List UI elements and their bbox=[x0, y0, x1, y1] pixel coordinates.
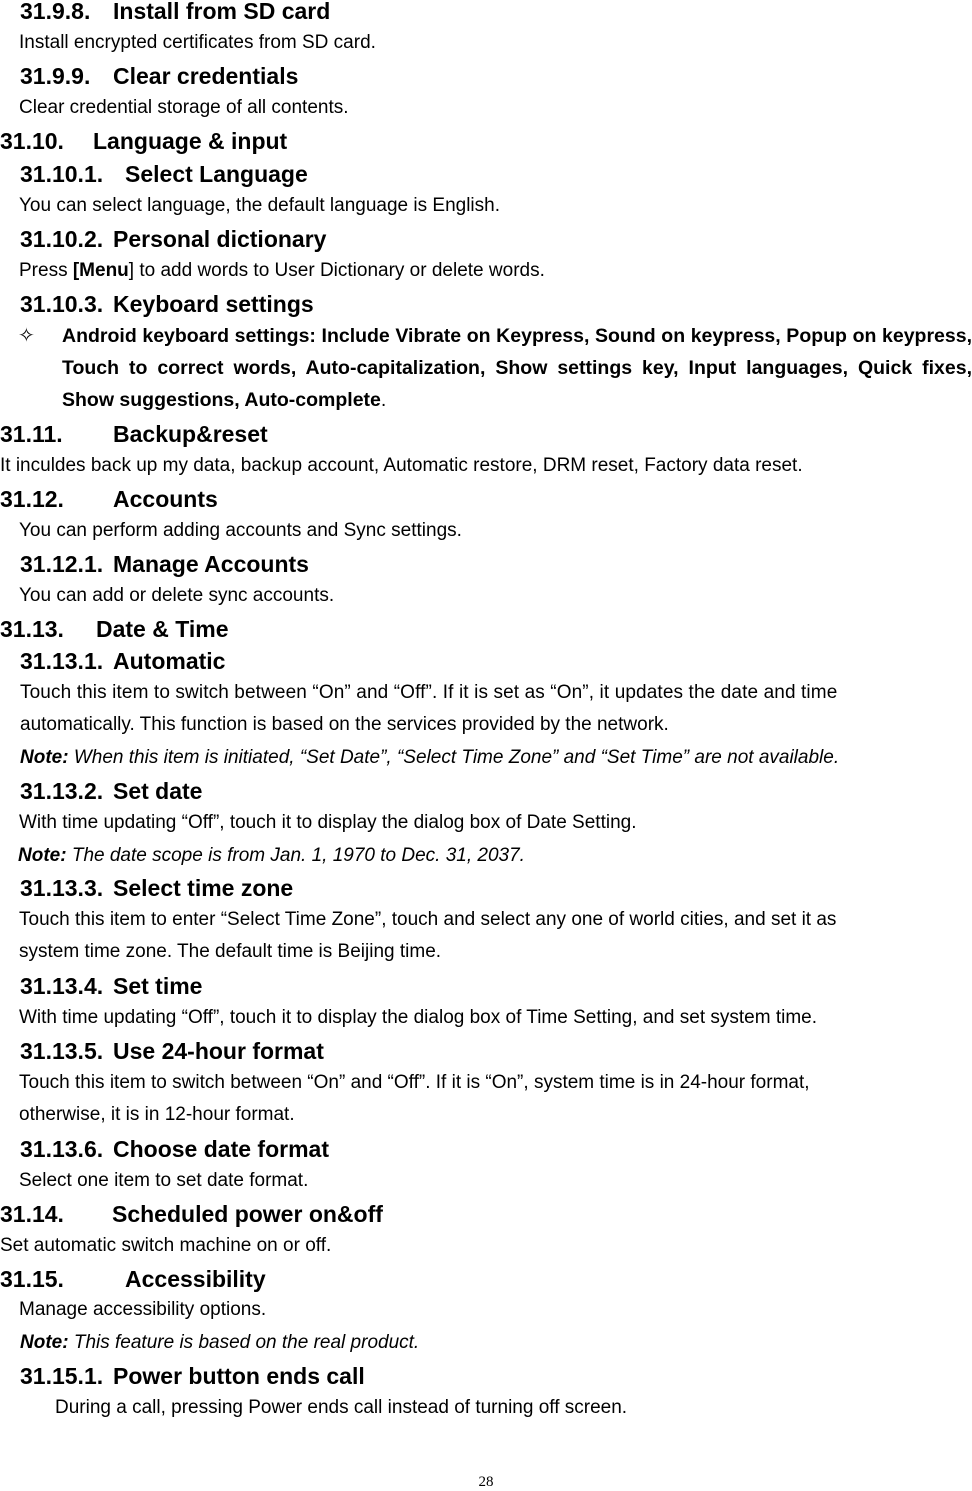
heading-title: Accessibility bbox=[125, 1266, 266, 1292]
heading-title: Language & input bbox=[93, 128, 288, 154]
paragraph: Touch this item to enter “Select Time Zone”, touch and select any one of world cities, and set it as bbox=[19, 909, 837, 930]
heading-number: 31.10.3. bbox=[20, 291, 104, 317]
paragraph: system time zone. The default time is Beijing time. bbox=[19, 941, 442, 962]
heading-number: 31.13.1. bbox=[20, 648, 104, 674]
heading-title: Accounts bbox=[113, 486, 218, 512]
heading-title: Clear credentials bbox=[113, 63, 299, 89]
heading-31-13-2 bbox=[20, 780, 202, 803]
bullet-tail: . bbox=[380, 389, 387, 411]
heading-title: Keyboard settings bbox=[113, 291, 314, 317]
bullet-bold-text: Android keyboard settings: Include Vibrate on Keypress, Sound on keypress, Popup on keypress, Touch to correct words, Auto-capitalization, Show settings key, Input languages, Quick fixes, Show suggestions, Auto-complete bbox=[62, 325, 972, 411]
paragraph: During a call, pressing Power ends call instead of turning off screen. bbox=[55, 1397, 628, 1418]
paragraph: Clear credential storage of all contents. bbox=[19, 97, 349, 118]
heading-31-12 bbox=[0, 488, 218, 511]
paragraph: automatically. This function is based on the services provided by the network. bbox=[20, 714, 669, 735]
note-label: Note: bbox=[20, 747, 69, 768]
heading-number: 31.9.9. bbox=[20, 63, 91, 89]
menu-key-label: [Menu bbox=[72, 260, 129, 281]
heading-number: 31.15. bbox=[0, 1266, 64, 1292]
paragraph: Install encrypted certificates from SD card. bbox=[19, 32, 376, 53]
heading-title: Set time bbox=[113, 973, 203, 999]
paragraph: Select one item to set date format. bbox=[19, 1170, 309, 1191]
heading-title: Scheduled power on&off bbox=[112, 1201, 383, 1227]
heading-number: 31.12.1. bbox=[20, 551, 104, 577]
heading-31-15 bbox=[0, 1268, 266, 1291]
heading-31-10 bbox=[0, 130, 287, 153]
heading-title: Backup&reset bbox=[113, 421, 268, 447]
diamond-outline-icon: ✧ bbox=[18, 325, 35, 347]
note-text: This feature is based on the real product. bbox=[68, 1332, 420, 1353]
paragraph: Touch this item to switch between “On” and “Off”. If it is “On”, system time is in 24-hour format, bbox=[19, 1072, 810, 1093]
note-label: Note: bbox=[18, 845, 67, 866]
text-run: Press bbox=[19, 260, 73, 281]
note bbox=[20, 1333, 419, 1352]
heading-title: Personal dictionary bbox=[113, 226, 327, 252]
heading-title: Power button ends call bbox=[113, 1363, 365, 1389]
heading-31-13-4 bbox=[20, 975, 202, 998]
paragraph: With time updating “Off”, touch it to display the dialog box of Date Setting. bbox=[19, 812, 637, 833]
heading-31-13-3 bbox=[20, 877, 293, 900]
paragraph: Set automatic switch machine on or off. bbox=[0, 1235, 332, 1256]
note-label: Note: bbox=[20, 1332, 69, 1353]
heading-31-10-2 bbox=[20, 228, 326, 251]
paragraph: You can add or delete sync accounts. bbox=[19, 585, 335, 606]
heading-number: 31.9.8. bbox=[20, 0, 91, 24]
heading-31-9-9 bbox=[20, 65, 298, 88]
note bbox=[18, 846, 525, 865]
paragraph: Touch this item to switch between “On” and “Off”. If it is set as “On”, it updates the date and time bbox=[20, 682, 838, 703]
heading-title: Install from SD card bbox=[113, 0, 331, 24]
heading-number: 31.13.5. bbox=[20, 1038, 104, 1064]
heading-title: Manage Accounts bbox=[113, 551, 309, 577]
heading-number: 31.10. bbox=[0, 128, 64, 154]
paragraph: Manage accessibility options. bbox=[19, 1299, 267, 1320]
heading-31-10-1 bbox=[20, 163, 308, 186]
paragraph: It inculdes back up my data, backup account, Automatic restore, DRM reset, Factory data reset. bbox=[0, 455, 803, 476]
heading-31-11 bbox=[0, 423, 268, 446]
heading-31-13-1 bbox=[20, 650, 225, 673]
heading-title: Select time zone bbox=[113, 875, 294, 901]
heading-31-15-1 bbox=[20, 1365, 365, 1388]
paragraph: otherwise, it is in 12-hour format. bbox=[19, 1104, 295, 1125]
paragraph: You can perform adding accounts and Sync settings. bbox=[19, 520, 462, 541]
heading-31-13-6 bbox=[20, 1138, 329, 1161]
heading-number: 31.13.6. bbox=[20, 1136, 104, 1162]
heading-31-13-5 bbox=[20, 1040, 324, 1063]
paragraph: You can select language, the default language is English. bbox=[19, 195, 500, 216]
heading-title: Set date bbox=[113, 778, 203, 804]
paragraph: With time updating “Off”, touch it to display the dialog box of Time Setting, and set system time. bbox=[19, 1007, 818, 1028]
heading-title: Date & Time bbox=[96, 616, 229, 642]
bullet-text bbox=[62, 320, 972, 416]
heading-31-14 bbox=[0, 1203, 383, 1226]
heading-number: 31.13.4. bbox=[20, 973, 104, 999]
text-run: ] to add words to User Dictionary or delete words. bbox=[128, 260, 545, 281]
heading-31-10-3 bbox=[20, 293, 314, 316]
heading-number: 31.13.3. bbox=[20, 875, 104, 901]
heading-title: Automatic bbox=[113, 648, 226, 674]
bullet-item bbox=[18, 320, 972, 416]
heading-number: 31.11. bbox=[0, 421, 63, 447]
page-number: 28 bbox=[478, 1474, 494, 1490]
paragraph bbox=[19, 261, 545, 280]
heading-31-9-8 bbox=[20, 0, 330, 23]
note-text: When this item is initiated, “Set Date”, “Select Time Zone” and “Set Time” are not available. bbox=[68, 747, 840, 768]
heading-number: 31.13.2. bbox=[20, 778, 104, 804]
heading-31-12-1 bbox=[20, 553, 309, 576]
note bbox=[20, 748, 839, 767]
heading-number: 31.14. bbox=[0, 1201, 64, 1227]
heading-title: Choose date format bbox=[113, 1136, 329, 1162]
heading-number: 31.12. bbox=[0, 486, 64, 512]
heading-31-13 bbox=[0, 618, 229, 641]
heading-number: 31.15.1. bbox=[20, 1363, 104, 1389]
heading-title: Use 24-hour format bbox=[113, 1038, 324, 1064]
heading-number: 31.10.2. bbox=[20, 226, 104, 252]
heading-number: 31.10.1. bbox=[20, 161, 104, 187]
heading-title: Select Language bbox=[125, 161, 308, 187]
note-text: The date scope is from Jan. 1, 1970 to Dec. 31, 2037. bbox=[66, 845, 525, 866]
heading-number: 31.13. bbox=[0, 616, 64, 642]
